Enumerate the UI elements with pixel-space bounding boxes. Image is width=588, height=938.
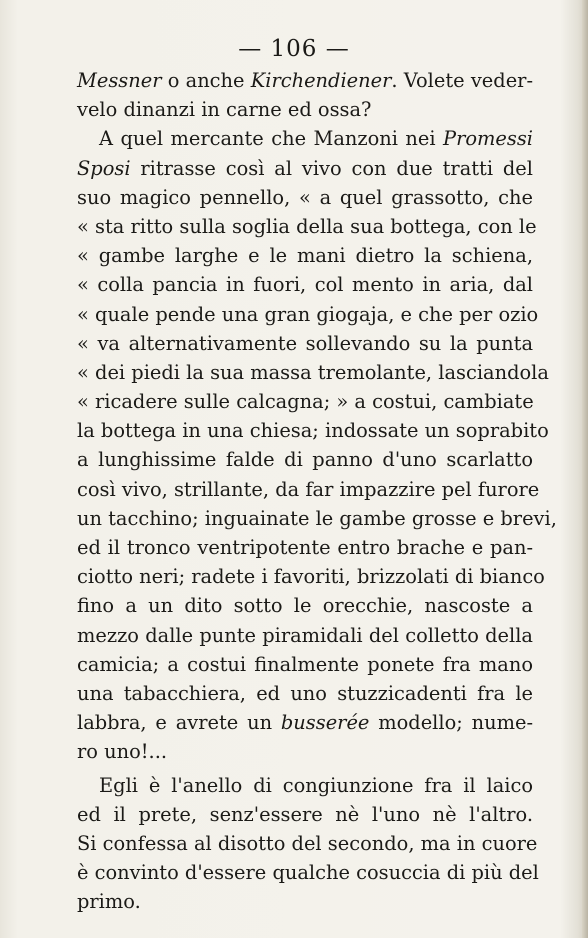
text-line: ro uno!... bbox=[77, 740, 168, 764]
text-line: la bottega in una chiesa; indossate un soprabito bbox=[77, 419, 549, 443]
italic-word: Promessi bbox=[443, 127, 533, 151]
body-text bbox=[77, 66, 557, 916]
paragraph-start-line: Egli è l'anello di congiunzione fra il laico bbox=[99, 773, 533, 797]
page-number: — 106 — bbox=[238, 36, 350, 62]
text-line: Si confessa al disotto del secondo, ma in cuore bbox=[77, 831, 538, 855]
page-edge bbox=[582, 0, 588, 938]
text-line: fino a un dito sotto le orecchie, nascoste a bbox=[77, 594, 533, 618]
text-line: così vivo, strillante, da far impazzire pel furore bbox=[77, 477, 540, 501]
text-line: « quale pende una gran giogaja, e che per ozio bbox=[77, 302, 539, 326]
text-line: è convinto d'essere qualche cosuccia di più del bbox=[77, 861, 539, 885]
text-line: « gambe larghe e le mani dietro la schiena, bbox=[77, 244, 533, 268]
text-line: ed il prete, senz'essere nè l'uno nè l'altro. bbox=[77, 802, 533, 826]
text-line: « sta ritto sulla soglia della sua bottega, con le bbox=[77, 214, 537, 238]
italic-word: Messner bbox=[77, 69, 162, 92]
text-line: ed il tronco ventripotente entro brache e pan- bbox=[77, 536, 533, 559]
text-line: una tabacchiera, ed uno stuzzicadenti fra le bbox=[77, 681, 533, 705]
text-line: labbra, e avrete un busserée modello; nume- bbox=[77, 711, 534, 735]
text-line: a lunghissime falde di panno d'uno scarlatto bbox=[77, 448, 533, 472]
text-line: mezzo dalle punte piramidali del colletto della bbox=[77, 623, 533, 647]
text-line: « ricadere sulle calcagna; » a costui, cambiate bbox=[77, 390, 534, 414]
text-line: un tacchino; inguainate le gambe grosse e brevi, bbox=[77, 506, 557, 530]
text-line: suo magico pennello, « a quel grassotto, che bbox=[77, 185, 533, 209]
text-line: Messner o anche Kirchendiener. Volete veder- bbox=[77, 69, 533, 92]
italic-word: busserée bbox=[280, 711, 370, 735]
paragraph-start-line: A quel mercante che Manzoni nei Promessi bbox=[99, 127, 533, 151]
text-line: camicia; a costui finalmente ponete fra mano bbox=[77, 652, 533, 676]
text-line: « colla pancia in fuori, col mento in aria, dal bbox=[77, 273, 533, 297]
text-line: « dei piedi la sua massa tremolante, lasciandola bbox=[77, 360, 549, 384]
text-line: velo dinanzi in carne ed ossa? bbox=[77, 98, 372, 122]
text-line: Sposi ritrasse così al vivo con due tratti del bbox=[77, 156, 533, 180]
italic-word: Kirchendiener bbox=[250, 69, 392, 92]
text-line: primo. bbox=[77, 890, 141, 914]
italic-word: Sposi bbox=[77, 156, 131, 180]
text-line: ciotto neri; radete i favoriti, brizzolati di bianco bbox=[77, 565, 545, 589]
text-line: « va alternativamente sollevando su la punta bbox=[77, 331, 533, 355]
